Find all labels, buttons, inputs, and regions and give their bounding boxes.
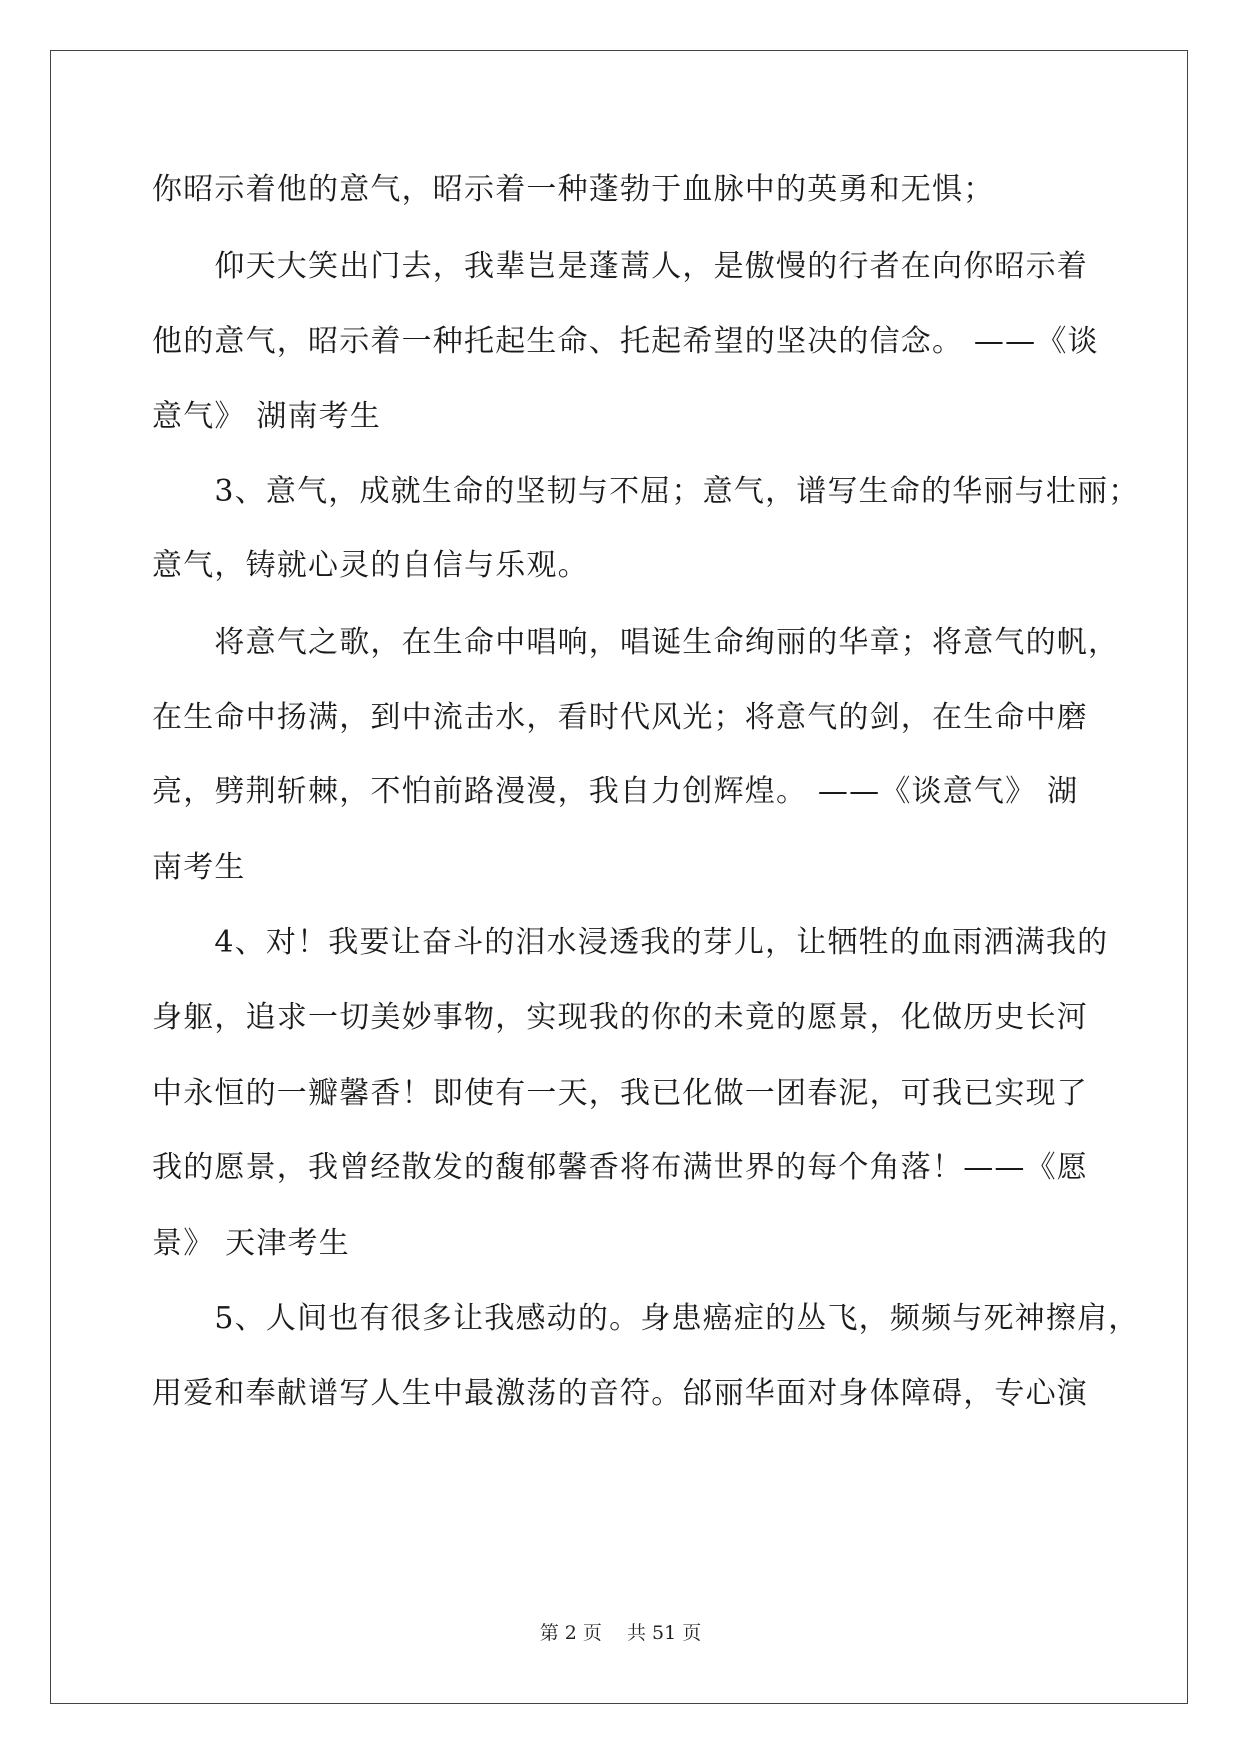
text-line: 意气，铸就心灵的自信与乐观。	[152, 548, 589, 583]
text-line: 5、人间也有很多让我感动的。身患癌症的丛飞，频频与死神擦肩，	[152, 1301, 1140, 1336]
text-line: 将意气之歌，在生命中唱响，唱诞生命绚丽的华章；将意气的帆，	[152, 625, 1120, 660]
text-line: 南考生	[152, 850, 246, 885]
text-line: 用爱和奉献谱写人生中最激荡的音符。邰丽华面对身体障碍，专心演	[152, 1376, 1088, 1411]
page-number-footer: 第 2 页 共 51 页	[539, 1622, 702, 1644]
text-line: 景》 天津考生	[152, 1226, 350, 1261]
text-line: 3、意气，成就生命的坚韧与不屈；意气，谱写生命的华丽与壮丽；	[152, 474, 1140, 509]
text-line: 我的愿景，我曾经散发的馥郁馨香将布满世界的每个角落！——《愿	[152, 1150, 1088, 1185]
text-line: 在生命中扬满，到中流击水，看时代风光；将意气的剑，在生命中磨	[152, 700, 1088, 735]
text-line: 亮，劈荆斩棘，不怕前路漫漫，我自力创辉煌。 ——《谈意气》 湖	[152, 774, 1079, 809]
text-line: 中永恒的一瓣馨香！即使有一天，我已化做一团春泥，可我已实现了	[152, 1076, 1088, 1111]
text-line: 你昭示着他的意气，昭示着一种蓬勃于血脉中的英勇和无惧；	[152, 172, 995, 207]
text-line: 身躯，追求一切美妙事物，实现我的你的未竟的愿景，化做历史长河	[152, 1000, 1088, 1035]
text-line: 他的意气，昭示着一种托起生命、托起希望的坚决的信念。 ——《谈	[152, 324, 1099, 359]
text-line: 4、对！我要让奋斗的泪水浸透我的芽儿，让牺牲的血雨洒满我的	[152, 925, 1109, 960]
text-line: 仰天大笑出门去，我辈岂是蓬蒿人，是傲慢的行者在向你昭示着	[152, 249, 1088, 284]
text-line: 意气》 湖南考生	[152, 399, 382, 434]
